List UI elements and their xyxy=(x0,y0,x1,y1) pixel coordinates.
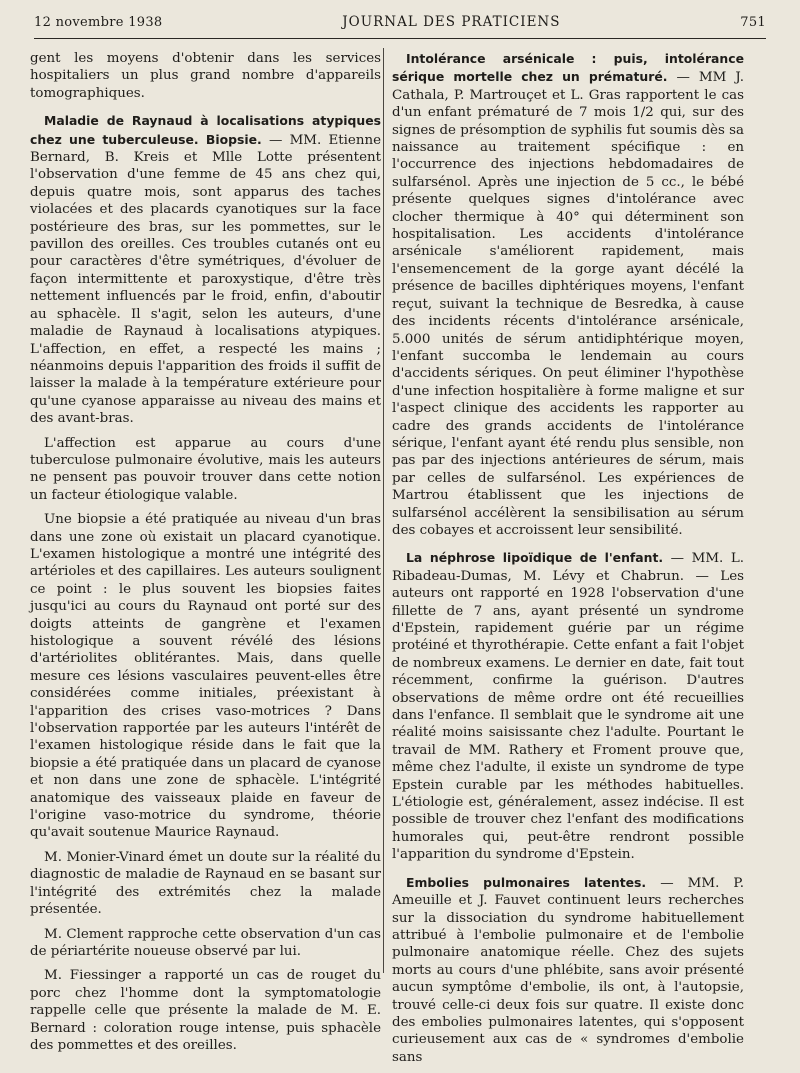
right-column xyxy=(392,50,744,1073)
paragraph: M. Clement rapproche cette observation d'un cas de périartérite noueuse observé par lui. xyxy=(30,926,381,959)
article-embolies xyxy=(392,874,744,1066)
column-divider xyxy=(383,48,384,973)
article-title: Intolérance arsénicale : puis, intolérance sérique mortelle chez un prématuré. xyxy=(392,51,744,85)
article-text: — MM. Etienne Bernard, B. Kreis et Mlle Lotte présentent l'observation d'une femme de 45 ans chez qui, depuis quatre mois, sont apparus des taches violacées et des placards cyanotiques sur la face postérieure des bras, sur les pommettes, sur le pavillon des oreilles. Ces troubles cutanés ont eu pour caractères d'être symétriques, d'évoluer de façon intermittente et paroxystique, d'être très nettement influencés par le froid, enfin, d'aboutir au sphacèle. Il s'agit, selon les auteurs, d'une maladie de Raynaud à localisations atypiques. L'affection, en effet, a respecté les mains ; néanmoins depuis l'apparition des froids il suffit de laisser la malade à la température extérieure pour qu'une cyanose apparaisse au niveau des mains et des avant-bras. xyxy=(30,132,382,427)
paragraph: L'affection est apparue au cours d'une tuberculose pulmonaire évolutive, mais les auteurs ne pensent pas pouvoir trouver dans cette notion un facteur étiologique valable. xyxy=(30,435,381,503)
paragraph: M. Monier-Vinard émet un doute sur la réalité du diagnostic de maladie de Raynaud en se basant sur l'intégrité des extrémités chez la malade présentée. xyxy=(30,849,381,918)
article-title: La néphrose lipoïdique de l'enfant. xyxy=(406,550,664,566)
left-column xyxy=(30,50,381,1061)
article-intolerance xyxy=(392,50,744,539)
article-title: Embolies pulmonaires latentes. xyxy=(406,874,647,890)
continued-paragraph: gent les moyens d'obtenir dans les services hospitaliers un plus grand nombre d'appareils tomographiques. xyxy=(30,51,381,101)
article-text: — MM. L. Ribadeau-Dumas, M. Lévy et Chabrun. — Les auteurs ont rapporté en 1928 l'observation d'une fillette de 7 ans, ayant présenté un syndrome d'Epstein, rapidement guérie par un régime protéiné et thyrothérapie. Cette enfant a fait l'objet de nombreux examens. Le dernier en date, fait tout récemment, confirme la guérison. D'autres observations de même ordre ont été recueillies dans l'enfance. Il semblait que le syndrome ait une réalité moins saisissante chez l'adulte. Pourtant le travail de MM. Rathery et Froment prouve que, même chez l'adulte, il existe un syndrome de type Epstein curable par les méthodes habituelles. L'étiologie est, généralement, assez indécise. Il est possible de trouver chez l'enfant des modifications humorales qui, peut-être rendront possible l'apparition du syndrome d'Epstein. xyxy=(392,551,744,863)
article-text: — MM. P. Ameuille et J. Fauvet continuent leurs recherches sur la dissociation du syndrome habituellement attribué à l'embolie pulmonaire et de l'embolie pulmonaire anatomique réelle. Chez des sujets morts au cours d'une phlébite, sans avoir présenté aucun symptôme d'embolie, ils ont, à l'autopsie, trouvé celle-ci deux fois sur quatre. Il existe donc des embolies pulmonaires latentes, qui s'opposent curieusement aux cas de « syndromes d'embolie sans xyxy=(392,875,744,1065)
header-rule xyxy=(34,38,766,39)
article-title: Maladie de Raynaud à localisations atypiques chez une tuberculeuse. Biopsie. xyxy=(30,113,381,147)
paragraph: M. Fiessinger a rapporté un cas de rouget du porc chez l'homme dont la symptomatologie rappelle celle que présente la malade de M. E. Bernard : coloration rouge intense, puis sphacèle des pommettes et des oreilles. xyxy=(30,968,381,1053)
page-number: 751 xyxy=(740,15,766,30)
article-raynaud xyxy=(30,112,381,427)
article-nephrose xyxy=(392,549,744,863)
article-text: — MM J. Cathala, P. Martrouçet et L. Gras rapportent le cas d'un enfant prématuré de 7 mois 1/2 qui, sur des signes de présomption de syphilis fut soumis dès sa naissance au traitement spécifique : en l'occurrence des injections hebdomadaires de sulfarsénol. Après une injection de 5 cc., le bébé présente quelques signes d'intolérance avec clocher thermique à 40° qui déterminent son hospitalisation. Les accidents d'intolérance arsénicale s'améliorent rapidement, mais l'ensemencement de la gorge ayant décélé la présence de bacilles diphtériques moyens, l'enfant reçut, suivant la technique de Besredka, à cause des incidents récents d'intolérance arsénicale, 5.000 unités de sérum antidiphtérique moyen, l'enfant succomba le lendemain au cours d'accidents sériques. On peut éliminer l'hypothèse d'une infection hospitalière à forme maligne et sur l'aspect clinique des accidents les rapporter au cadre des grands accidents de l'intolérance sérique, l'enfant ayant été rendu plus sensible, non pas par des injections antérieures de sérum, mais par celles de sulfarsénol. Les expériences de Martrou établissent que les injections de sulfarsénol accélèrent la sensibilisation au sérum des cobayes et accroissent leur sensibilité. xyxy=(392,70,744,538)
journal-title: JOURNAL DES PRATICIENS xyxy=(342,14,561,30)
issue-date: 12 novembre 1938 xyxy=(34,15,163,30)
page-header xyxy=(34,14,766,36)
paragraph: Une biopsie a été pratiquée au niveau d'un bras dans une zone où existait un placard cyanotique. L'examen histologique a montré une intégrité des artérioles et des capillaires. Les auteurs soulignent ce point : le plus souvent les biopsies faites jusqu'ici au cours du Raynaud ont porté sur des doigts atteints de gangrène et l'examen histologique a souvent révélé des lésions d'artériolites oblitérantes. Mais, dans quelle mesure ces lésions vasculaires peuvent-elles être considérées comme initiales, préexistant à l'apparition des crises vaso-motrices ? Dans l'observation rapportée par les auteurs l'intérêt de l'examen histologique réside dans le fait que la biopsie a été pratiquée dans un placard de cyanose et non dans une zone de sphacèle. L'intégrité anatomique des vaisseaux plaide en faveur de l'origine vaso-motrice du syndrome, théorie qu'avait soutenue Maurice Raynaud. xyxy=(30,512,381,841)
